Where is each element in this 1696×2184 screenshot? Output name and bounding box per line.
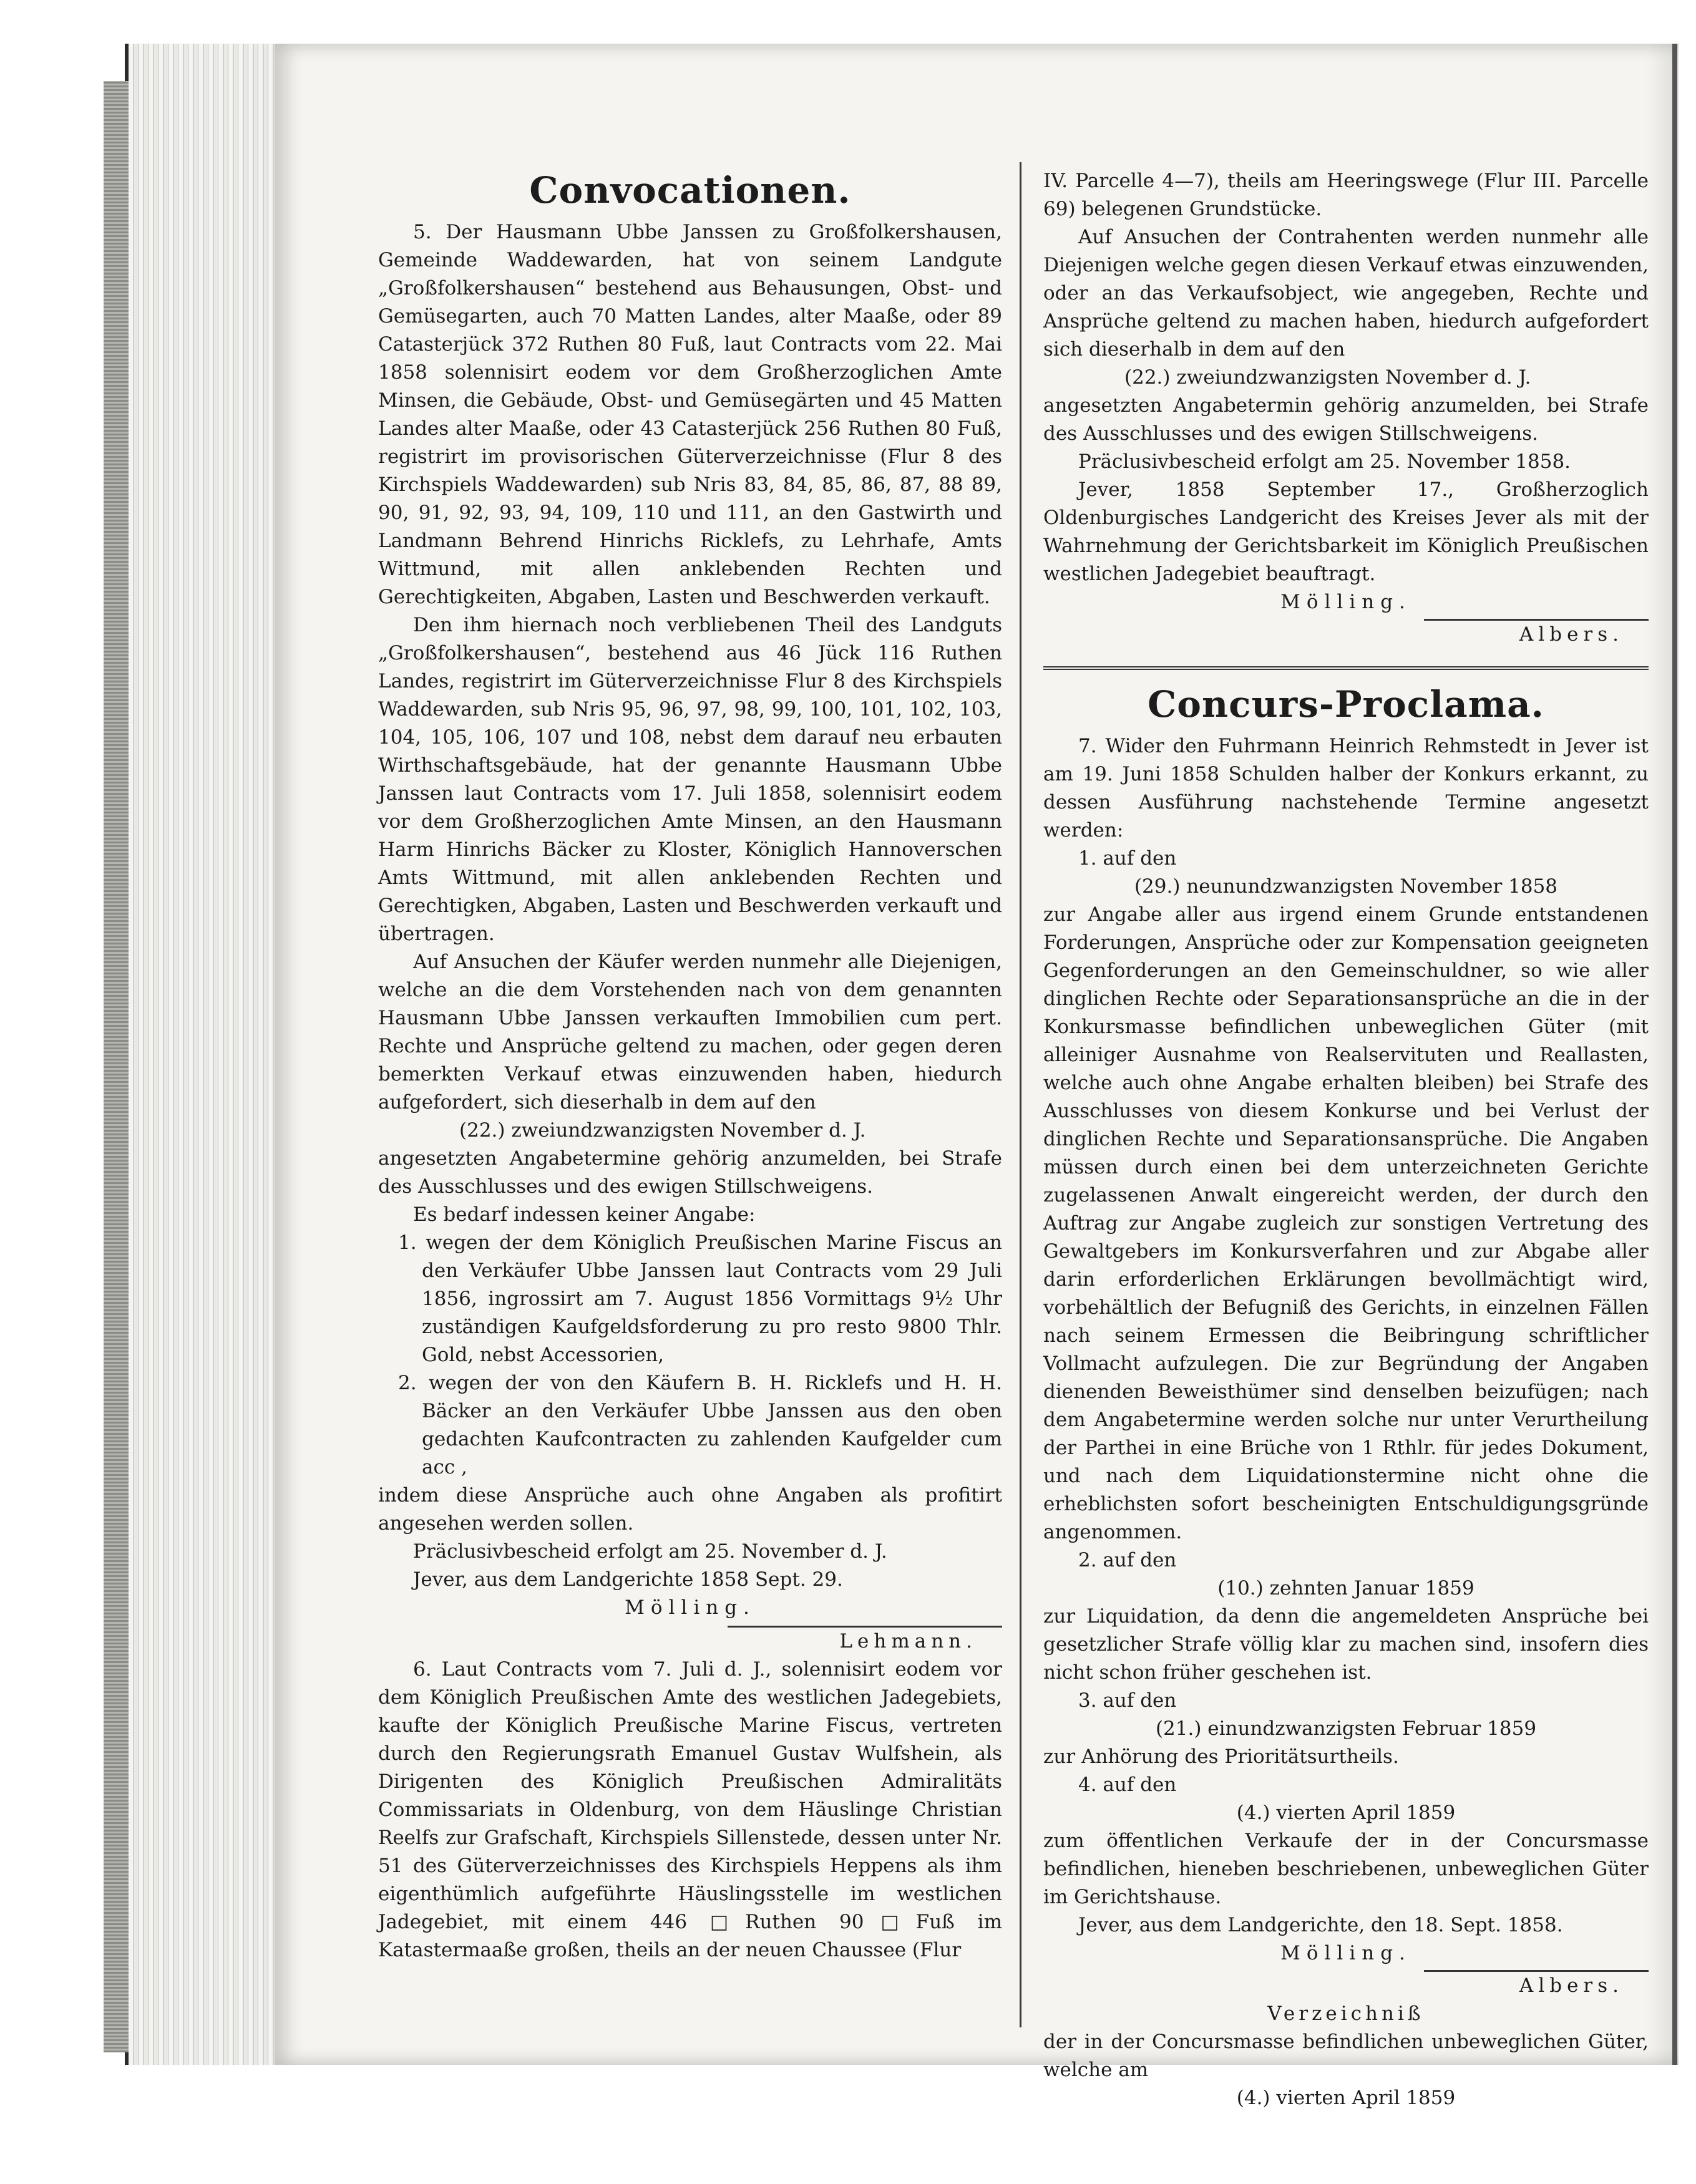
term-date: (10.) zehnten Januar 1859 — [1217, 1577, 1474, 1599]
right-column — [1043, 167, 1649, 2112]
paragraph-6b: IV. Parcelle 4—7), theils am Heeringswege (Flur III. Parcelle 69) belegenen Grundstücke. — [1043, 170, 1649, 220]
section-separator — [1043, 666, 1649, 670]
paragraph-7: 7. Wider den Fuhrmann Heinrich Rehmstedt in Jever ist am 19. Juni 1858 Schulden halber der Konkurs erkannt, zu dessen Ausführung nachstehende Termine angesetzt werden: — [1043, 735, 1649, 842]
list-intro: der in der Concursmasse befindlichen unbeweglichen Güter, welche am — [1043, 2031, 1649, 2081]
signature: Mölling. — [625, 1596, 756, 1619]
signature: Mölling. — [1280, 1942, 1411, 1964]
term-date: (21.) einundzwanzigsten Februar 1859 — [1155, 1717, 1537, 1740]
paragraph-6c: Auf Ansuchen der Contrahenten werden nunmehr alle Diejenigen welche gegen diesen Verkauf etwas einzuwenden, oder an das Verkaufsobject, wie angegeben, Rechte und Ansprüche geltend zu machen haben, hiedurch aufgefordert sich dieserhalb in dem auf den — [1043, 226, 1649, 361]
paragraph-5e: angesetzten Angabetermine gehörig anzumelden, bei Strafe des Ausschlusses und des ewigen Stillschweigens. — [378, 1147, 1002, 1198]
paragraph-7b: Jever, aus dem Landgerichte, den 18. Sept. 1858. — [1078, 1914, 1563, 1936]
list-item: 1. wegen der dem Königlich Preußischen Marine Fiscus an den Verkäufer Ubbe Janssen laut Contracts vom 29 Juli 1856, ingrossirt am 7. August 1856 Vormittags 9½ Uhr zuständigen Kaufgeldsforderung zu pro resto 9800 Thlr. Gold, nebst Accessorien, — [398, 1231, 1002, 1366]
signature: Albers. — [1519, 623, 1624, 646]
term-date: (22.) zweiundzwanzigsten November d. J. — [1124, 366, 1531, 389]
term-text: zur Angabe aller aus irgend einem Grunde entstandenen Forderungen, Ansprüche oder zur Kompensation geeigneten Gegenforderungen an den Gemeinschuldner, so wie aller dinglichen Rechte oder Separationsansprüche an die in der Konkursmasse befindlichen unbeweglichen Güter (mit alleiniger Ausnahme von Realservituten und Reallasten, welche auch ohne Angabe erhalten bleiben) bei Strafe des Ausschlusses von diesem Konkurse und bei Verlust der dinglichen Rechte und Separationsansprüche. Die Angaben müssen durch einen bei dem unterzeichneten Gerichte zugelassenen Anwalt eingereicht werden, der durch den Auftrag zur Angabe zugleich zur sonstigen Vertretung des Gewaltgebers im Konkursverfahren und zur Abgabe aller darin erforderlichen Erklärungen bevollmächtigt wird, vorbehältlich der Befugniß des Gerichts, in einzelnen Fällen nach seinem Ermessen die Beibringung schriftlicher Vollmacht aufzulegen. Die zur Begründung der Angaben dienenden Beweisthümer sind denselben beizufügen; nach dem Angabetermine werden solche nur unter Verurtheilung der Parthei in eine Brüche von 1 Rthlr. für jedes Dokument, und nach dem Liquidationstermine nicht ohne die erheblichsten sofort bescheinigten Entschuldigungsgründe angenommen. — [1043, 903, 1649, 1543]
term-date: (22.) zweiundzwanzigsten November d. J. — [459, 1119, 866, 1142]
term-date: (4.) vierten April 1859 — [1236, 2087, 1456, 2109]
section-heading-concurs-proclama: Concurs-Proclama. — [1148, 683, 1544, 726]
left-column — [378, 167, 1002, 1964]
term-date: (4.) vierten April 1859 — [1236, 1802, 1456, 1824]
paragraph-5h: Präclusivbescheid erfolgt am 25. November d. J. — [413, 1540, 887, 1563]
section-heading-convocationen: Convocationen. — [529, 169, 851, 211]
list-item: 2. wegen der von den Käufern B. H. Ricklefs und H. H. Bäcker an den Verkäufer Ubbe Janssen aus den oben gedachten Kaufcontracten zu zahlenden Kaufgelder cum acc , — [398, 1372, 1002, 1478]
term-text: zur Anhörung des Prioritätsurtheils. — [1043, 1745, 1399, 1768]
paragraph-5i: Jever, aus dem Landgerichte 1858 Sept. 29. — [413, 1568, 843, 1591]
signature: Mölling. — [1280, 591, 1411, 613]
signature: Lehmann. — [839, 1630, 977, 1653]
list-heading-verzeichniss: Verzeichniß — [1267, 2002, 1425, 2025]
term-label: 2. auf den — [1078, 1549, 1177, 1571]
term-label: 3. auf den — [1078, 1689, 1177, 1712]
page-edge-shadow — [1672, 44, 1677, 2065]
paragraph-5: 5. Der Hausmann Ubbe Janssen zu Großfolkershausen, Gemeinde Waddewarden, hat von seinem Landgute „Großfolkershausen“ bestehend aus Behausungen, Obst- und Gemüsegarten, auch 70 Matten Landes, alter Maaße, oder 89 Catasterjück 372 Ruthen 80 Fuß, laut Contracts vom 22. Mai 1858 solennisirt eodem vor dem Großherzoglichen Amte Minsen, die Gebäude, Obst- und Gemüsegärten und 45 Matten Landes alter Maaße, oder 43 Catasterjück 256 Ruthen 80 Fuß, registrirt im provisorischen Güterverzeichnisse (Flur 8 des Kirchspiels Waddewarden) sub Nris 83, 84, 85, 86, 87, 88 89, 90, 91, 92, 93, 94, 109, 110 und 111, an den Gastwirth und Landmann Behrend Hinrichs Ricklefs, zu Lehrhafe, Amts Wittmund, mit allen anklebenden Rechten und Gerechtigkeiten, Abgaben, Lasten und Beschwerden verkauft. — [378, 221, 1002, 608]
column-divider — [1020, 162, 1021, 2027]
term-text: zum öffentlichen Verkaufe der in der Concursmasse befindlichen, hieneben beschriebenen, unbeweglichen Güter im Gerichtshause. — [1043, 1830, 1649, 1908]
term-label: 4. auf den — [1078, 1774, 1177, 1796]
book-page-edges — [125, 44, 278, 2065]
signature: Albers. — [1519, 1974, 1624, 1997]
paragraph-6g: Jever, 1858 September 17., Großherzoglich Oldenburgisches Landgericht des Kreises Jever als mit der Wahrnehmung der Gerichtsbarkeit im Königlich Preußischen westlichen Jadegebiet beauftragt. — [1043, 478, 1649, 585]
paragraph-6e: angesetzten Angabetermin gehörig anzumelden, bei Strafe des Ausschlusses und des ewigen Stillschweigens. — [1043, 394, 1649, 445]
paragraph-6f: Präclusivbescheid erfolgt am 25. November 1858. — [1078, 450, 1571, 473]
term-text: zur Liquidation, da denn die angemeldeten Ansprüche bei gesetzlicher Strafe völlig klar zu machen sind, insofern dies nicht schon früher geschehen ist. — [1043, 1605, 1649, 1684]
paragraph-5b: Den ihm hiernach noch verbliebenen Theil des Landguts „Großfolkershausen“, bestehend aus 46 Jück 116 Ruthen Landes, registrirt im Güterverzeichnisse Flur 8 des Kirchspiels Waddewarden, sub Nris 95, 96, 97, 98, 99, 100, 101, 102, 103, 104, 105, 106, 107 und 108, nebst dem darauf neu erbauten Wirthschaftsgebäude, hat der genannte Hausmann Ubbe Janssen laut Contracts vom 17. Juli 1858, solennisirt eodem vor dem Großherzoglichen Amte Minsen, an den Hausmann Harm Hinrichs Bäcker zu Kloster, Königlich Hannoverschen Amts Wittmund, mit allen anklebenden Rechten und Gerechtigken, Abgaben, Lasten und Beschwerden verkauft und übertragen. — [378, 614, 1002, 945]
term-label: 1. auf den — [1078, 847, 1177, 870]
term-date: (29.) neunundzwanzigsten November 1858 — [1134, 875, 1558, 898]
paragraph-5c: Auf Ansuchen der Käufer werden nunmehr alle Diejenigen, welche an die dem Vorstehenden nach von dem genannten Hausmann Ubbe Janssen verkauften Immobilien cum pert. Rechte und Ansprüche geltend zu machen, oder gegen deren bemerkten Verkauf etwas einzuwenden haben, hiedurch aufgefordert, sich dieserhalb in dem auf den — [378, 951, 1002, 1114]
paragraph-5f: Es bedarf indessen keiner Angabe: — [413, 1203, 756, 1226]
paragraph-5g: indem diese Ansprüche auch ohne Angaben als profitirt angesehen werden sollen. — [378, 1484, 1002, 1535]
paragraph-6: 6. Laut Contracts vom 7. Juli d. J., solennisirt eodem vor dem Königlich Preußischen Amte des westlichen Jadegebiets, kaufte der Königlich Preußische Marine Fiscus, vertreten durch den Regierungsrath Emanuel Gustav Wulfshein, als Dirigenten des Königlich Preußischen Admiralitäts Commissariats in Oldenburg, von dem Häuslinge Christian Reelfs zur Grafschaft, Kirchspiels Sillenstede, dessen unter Nr. 51 des Güterverzeichnisses des Kirchspiels Heppens als ihm eigenthümlich aufgeführte Häuslingsstelle im westlichen Jadegebiet, mit einem 446 □Ruthen 90□Fuß im Katastermaaße großen, theils an der neuen Chaussee (Flur — [378, 1658, 1002, 1961]
